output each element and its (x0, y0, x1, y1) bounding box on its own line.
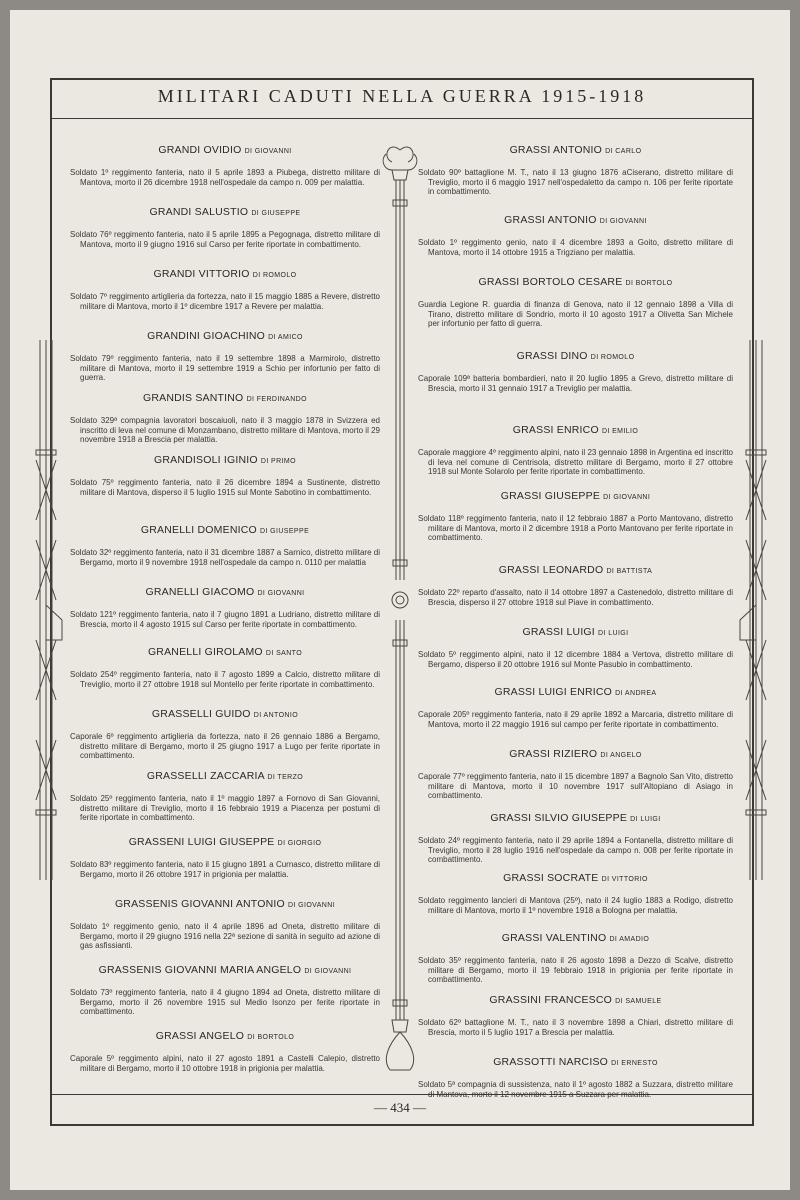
casualty-patronymic: DI ROMOLO (252, 272, 297, 279)
casualty-entry (418, 564, 733, 607)
casualty-entry (418, 144, 733, 197)
casualty-patronymic: DI TERZO (267, 774, 304, 781)
casualty-patronymic: DI GIOVANNI (304, 968, 352, 975)
casualty-entry (418, 812, 733, 865)
casualty-description: Soldato 90º battaglione M. T., nato il 13 giugno 1876 aCiserano, distretto militare di Treviglio, morto il 6 maggio 1917 nell'ospedaletto da campo n. 106 per ferite riportate in combattimento. (418, 168, 733, 196)
casualty-name (70, 524, 380, 536)
casualty-entry (418, 626, 733, 669)
casualty-surname: GRANDISOLI IGINIO (154, 454, 258, 466)
casualty-description: Caporale 77º reggimento fanteria, nato il 15 dicembre 1897 a Bagnolo San Vito, distretto militare di Mantova, morto il 10 novembre 1917 sull'Altopiano di Asiago in combattimento. (418, 772, 733, 800)
casualty-surname: GRASSI ANGELO (155, 1030, 245, 1042)
casualty-description: Guardia Legione R. guardia di finanza di Genova, nato il 12 gennaio 1898 a Villa di Tirano, distretto militare di Sondrio, morto il 10 agosto 1917 a Olivetta San Michele per infortunio per fatto di guerra. (418, 300, 733, 328)
casualty-surname: GRASSI LUIGI ENRICO (494, 686, 613, 698)
casualty-name (418, 812, 733, 824)
casualty-name (418, 424, 733, 436)
casualty-surname: GRASSELLI ZACCARIA (146, 770, 265, 782)
casualty-name (70, 964, 380, 976)
casualty-entry (418, 276, 733, 329)
casualty-surname: GRASSI SILVIO GIUSEPPE (490, 812, 628, 824)
casualty-patronymic: DI ANGELO (600, 752, 642, 759)
casualty-patronymic: DI GIOVANNI (288, 902, 336, 909)
casualty-entry (418, 214, 733, 257)
casualty-surname: GRASSI ANTONIO (509, 144, 603, 156)
casualty-entry (418, 748, 733, 801)
casualty-name (418, 626, 733, 638)
casualty-entry (70, 392, 380, 445)
casualty-entry (70, 836, 380, 879)
casualty-patronymic: DI BATTISTA (606, 568, 653, 575)
casualty-surname: GRASSI GIUSEPPE (500, 490, 601, 502)
casualty-patronymic: DI VITTORIO (601, 876, 648, 883)
casualty-description: Soldato 24º reggimento fanteria, nato il 29 aprile 1894 a Fontanella, distretto militare di Treviglio, morto il 28 luglio 1916 nell'ospedale da campo n. 008 per ferite riportate in combattimento. (418, 836, 733, 864)
casualty-patronymic: DI ANDREA (615, 690, 657, 697)
casualty-entry (418, 932, 733, 985)
casualty-patronymic: DI ROMOLO (590, 354, 635, 361)
casualty-surname: GRANELLI DOMENICO (140, 524, 257, 536)
casualty-description: Soldato 7º reggimento artiglieria da fortezza, nato il 15 maggio 1885 a Revere, distretto militare di Mantova, morto il 1º dicembre 1917 a Revere per malattia. (70, 292, 380, 311)
casualty-name (418, 872, 733, 884)
casualty-patronymic: DI EMILIO (601, 428, 639, 435)
casualty-surname: GRANDI OVIDIO (158, 144, 242, 156)
casualty-entry (70, 708, 380, 761)
casualty-surname: GRASSENI LUIGI GIUSEPPE (128, 836, 275, 848)
casualty-description: Soldato 1º reggimento genio, nato il 4 aprile 1896 ad Oneta, distretto militare di Bergamo, morto il 29 giugno 1916 nella 22ª sezione di sanità in seguito ad azione di gas asfissianti. (70, 922, 380, 950)
casualty-entry (70, 586, 380, 629)
casualty-description: Caporale 109ª batteria bombardieri, nato il 20 luglio 1895 a Grevo, distretto militare di Brescia, morto il 31 gennaio 1917 a Treviglio per malattia. (418, 374, 733, 393)
casualty-description: Soldato 254º reggimento fanteria, nato il 7 agosto 1899 a Calcio, distretto militare di Treviglio, morto il 27 ottobre 1918 sul Montello per ferite riportate in combattimento. (70, 670, 380, 689)
casualty-entry (418, 686, 733, 729)
casualty-patronymic: DI LUIGI (598, 630, 629, 637)
casualty-entry (70, 964, 380, 1017)
casualty-surname: GRASSI RIZIERO (509, 748, 598, 760)
casualty-name (70, 454, 380, 466)
casualty-surname: GRASSINI FRANCESCO (489, 994, 613, 1006)
casualty-name (418, 276, 733, 288)
casualty-name (70, 144, 380, 156)
casualty-name (418, 214, 733, 226)
casualty-entry (70, 646, 380, 689)
casualty-surname: GRASSI VALENTINO (501, 932, 607, 944)
casualty-surname: GRASSI BORTOLO CESARE (478, 276, 623, 288)
casualty-surname: GRANDIS SANTINO (143, 392, 244, 404)
casualty-name (70, 898, 380, 910)
casualty-surname: GRASSENIS GIOVANNI ANTONIO (114, 898, 285, 910)
casualty-patronymic: DI AMICO (268, 334, 303, 341)
casualty-description: Soldato 73º reggimento fanteria, nato il 4 giugno 1894 ad Oneta, distretto militare di Bergamo, morto il 26 novembre 1915 sul Medio Isonzo per ferite riportate in combattimento. (70, 988, 380, 1016)
central-fasces-ornament (378, 140, 422, 1085)
casualty-name (418, 564, 733, 576)
casualty-surname: GRASSOTTI NARCISO (493, 1056, 609, 1068)
casualty-entry (418, 424, 733, 477)
casualty-surname: GRANELLI GIROLAMO (147, 646, 263, 658)
casualty-entry (70, 454, 380, 497)
casualty-description: Soldato 75º reggimento fanteria, nato il 26 dicembre 1894 a Sustinente, distretto militare di Mantova, disperso il 5 luglio 1915 sul Monte Sabotino in combattimento. (70, 478, 380, 497)
casualty-patronymic: DI FERDINANDO (246, 396, 307, 403)
casualty-patronymic: DI BORTOLO (625, 280, 673, 287)
casualty-name (70, 646, 380, 658)
casualty-entry (70, 1030, 380, 1073)
casualty-entry (70, 330, 380, 383)
casualty-description: Soldato 83º reggimento fanteria, nato il 15 giugno 1891 a Curnasco, distretto militare di Bergamo, morto il 26 ottobre 1917 in prigionia per malattia. (70, 860, 380, 879)
casualty-patronymic: DI LUIGI (630, 816, 661, 823)
casualty-name (70, 586, 380, 598)
casualty-surname: GRANDI SALUSTIO (149, 206, 249, 218)
casualty-description: Soldato 1º reggimento fanteria, nato il 5 aprile 1893 a Piubega, distretto militare di Mantova, morto il 26 dicembre 1918 nell'ospedale da campo n. 009 per malattia. (70, 168, 380, 187)
casualty-name (70, 708, 380, 720)
casualty-description: Soldato 5º reggimento alpini, nato il 12 dicembre 1884 a Vertova, distretto militare di Bergamo, disperso il 20 ottobre 1916 sul Monte Pasubio in combattimento. (418, 650, 733, 669)
casualty-description: Soldato 62º battaglione M. T., nato il 3 novembre 1898 a Chiari, distretto militare di Brescia, morto il 5 luglio 1917 a Brescia per malattia. (418, 1018, 733, 1037)
casualty-name (418, 350, 733, 362)
casualty-entry (70, 268, 380, 311)
casualty-description: Soldato 32º reggimento fanteria, nato il 31 dicembre 1887 a Sarnico, distretto militare di Bergamo, morto il 9 novembre 1918 nell'ospedale da campo n. 0110 per malattia (70, 548, 380, 567)
casualty-description: Caporale 5º reggimento alpini, nato il 27 agosto 1891 a Castelli Calepio, distretto militare di Bergamo, morto il 10 ottobre 1918 in prigionia per malattia. (70, 1054, 380, 1073)
casualty-name (418, 1056, 733, 1068)
casualty-name (418, 490, 733, 502)
casualty-patronymic: DI GIOVANNI (257, 590, 305, 597)
casualty-entry (418, 350, 733, 393)
casualty-entry (70, 206, 380, 249)
casualty-surname: GRASSI LUIGI (522, 626, 595, 638)
casualty-surname: GRASSENIS GIOVANNI MARIA ANGELO (98, 964, 302, 976)
casualty-description: Soldato 121º reggimento fanteria, nato il 7 giugno 1891 a Ludriano, distretto militare di Brescia, morto il 4 agosto 1915 sul Carso per ferite riportate in combattimento. (70, 610, 380, 629)
casualty-patronymic: DI GIOVANNI (244, 148, 292, 155)
casualty-surname: GRANDI VITTORIO (153, 268, 250, 280)
page-number: — 434 — (374, 1100, 426, 1115)
casualty-patronymic: DI ANTONIO (253, 712, 299, 719)
casualty-patronymic: DI PRIMO (260, 458, 296, 465)
casualty-name (418, 144, 733, 156)
casualty-patronymic: DI GIUSEPPE (260, 528, 310, 535)
casualty-description: Soldato 76º reggimento fanteria, nato il 5 aprile 1895 a Pegognaga, distretto militare di Mantova, morto il 9 giugno 1916 sul Carso per ferite riportate in combattimento. (70, 230, 380, 249)
casualty-patronymic: DI CARLO (605, 148, 642, 155)
casualty-description: Caporale maggiore 4º reggimento alpini, nato il 23 gennaio 1898 in Argentina ed inscritto di leva nel comune di Centrisola, distretto militare di Bergamo, morto il 27 ottobre 1918 sul Monte Solarolo per ferite riportate in combattimento. (418, 448, 733, 476)
casualty-surname: GRASSI DINO (516, 350, 588, 362)
casualty-patronymic: DI GIOVANNI (599, 218, 647, 225)
casualty-entry (70, 770, 380, 823)
casualty-entry (70, 524, 380, 567)
casualty-surname: GRANDINI GIOACHINO (147, 330, 266, 342)
casualty-name (70, 330, 380, 342)
casualty-description: Caporale 6º reggimento artiglieria da fortezza, nato il 26 gennaio 1886 a Bergamo, distretto militare di Bergamo, morto il 25 giugno 1917 a Lugo per ferite riportate in combattimento. (70, 732, 380, 760)
casualty-entry (418, 490, 733, 543)
casualty-description: Soldato 1º reggimento genio, nato il 4 dicembre 1893 a Goito, distretto militare di Mantova, morto il 14 ottobre 1915 a Trigziano per malattia. (418, 238, 733, 257)
casualty-name (70, 392, 380, 404)
casualty-description: Soldato 79º reggimento fanteria, nato il 19 settembre 1898 a Marmirolo, distretto militare di Mantova, morto il 19 settembre 1919 a Schio per infortunio per fatto di guerra. (70, 354, 380, 382)
casualty-patronymic: DI SANTO (265, 650, 303, 657)
casualty-surname: GRASSI ANTONIO (504, 214, 597, 226)
casualty-patronymic: DI GIUSEPPE (251, 210, 301, 217)
casualty-entry (70, 144, 380, 187)
casualty-entry (418, 872, 733, 915)
casualty-description: Soldato 25º reggimento fanteria, nato il 1º maggio 1897 a Fornovo di San Giovanni, distretto militare di Treviglio, morto il 16 febbraio 1919 a Piacenza per postumi di ferite riportate in combattimento. (70, 794, 380, 822)
casualty-name (70, 836, 380, 848)
casualty-name (418, 686, 733, 698)
casualty-description: Soldato 22º reparto d'assalto, nato il 14 ottobre 1897 a Castenedolo, distretto militare di Brescia, disperso il 27 ottobre 1918 sul Piave in combattimento. (418, 588, 733, 607)
casualty-description: Soldato 5ª compagnia di sussistenza, nato il 1º agosto 1882 a Suzzara, distretto militare di Mantova, morto il 12 novembre 1915 a Suzzara per malattia. (418, 1080, 733, 1099)
casualty-description: Caporale 205º reggimento fanteria, nato il 29 aprile 1892 a Marcaria, distretto militare di Mantova, morto il 22 maggio 1916 sul campo per ferite riportate in combattimento. (418, 710, 733, 729)
casualty-description: Soldato 118º reggimento fanteria, nato il 12 febbraio 1887 a Porto Mantovano, distretto militare di Mantova, morto il 2 dicembre 1918 a Porto Mantovano per ferite riportate in combattimento. (418, 514, 733, 542)
casualty-surname: GRANELLI GIACOMO (145, 586, 255, 598)
casualty-description: Soldato reggimento lancieri di Mantova (25º), nato il 24 luglio 1883 a Rodigo, distretto militare di Mantova, morto il 1º novembre 1918 a Bologna per malattia. (418, 896, 733, 915)
casualty-name (70, 1030, 380, 1042)
casualty-patronymic: DI GIORGIO (277, 840, 322, 847)
casualty-surname: GRASSI ENRICO (512, 424, 599, 436)
casualty-name (70, 206, 380, 218)
casualty-entry (418, 994, 733, 1037)
casualty-name (418, 748, 733, 760)
casualty-surname: GRASSELLI GUIDO (151, 708, 251, 720)
casualty-surname: GRASSI SOCRATE (503, 872, 599, 884)
casualty-patronymic: DI ERNESTO (611, 1060, 658, 1067)
casualty-name (70, 268, 380, 280)
casualty-name (418, 994, 733, 1006)
right-fasces-ornament (736, 340, 776, 880)
header-divider (50, 118, 754, 119)
casualty-patronymic: DI SAMUELE (615, 998, 662, 1005)
casualty-name (418, 932, 733, 944)
casualty-description: Soldato 329ª compagnia lavoratori boscaiuoli, nato il 3 maggio 1878 in Svizzera ed inscritto di leva nel comune di Monzambano, distretto militare di Mantova, morto il 29 novembre 1918 a Brescia per malattia. (70, 416, 380, 444)
casualty-name (70, 770, 380, 782)
casualty-patronymic: DI GIOVANNI (603, 494, 651, 501)
casualty-surname: GRASSI LEONARDO (498, 564, 604, 576)
casualty-patronymic: DI BORTOLO (247, 1034, 295, 1041)
casualty-entry (70, 898, 380, 951)
left-fasces-ornament (26, 340, 66, 880)
casualty-entry (418, 1056, 733, 1099)
page-title: MILITARI CADUTI NELLA GUERRA 1915-1918 (157, 86, 647, 106)
casualty-patronymic: DI AMADIO (609, 936, 650, 943)
casualty-description: Soldato 35º reggimento fanteria, nato il 26 agosto 1898 a Dezzo di Scalve, distretto militare di Bergamo, morto il 19 febbraio 1918 in prigionia per ferite riportate in combattimento. (418, 956, 733, 984)
